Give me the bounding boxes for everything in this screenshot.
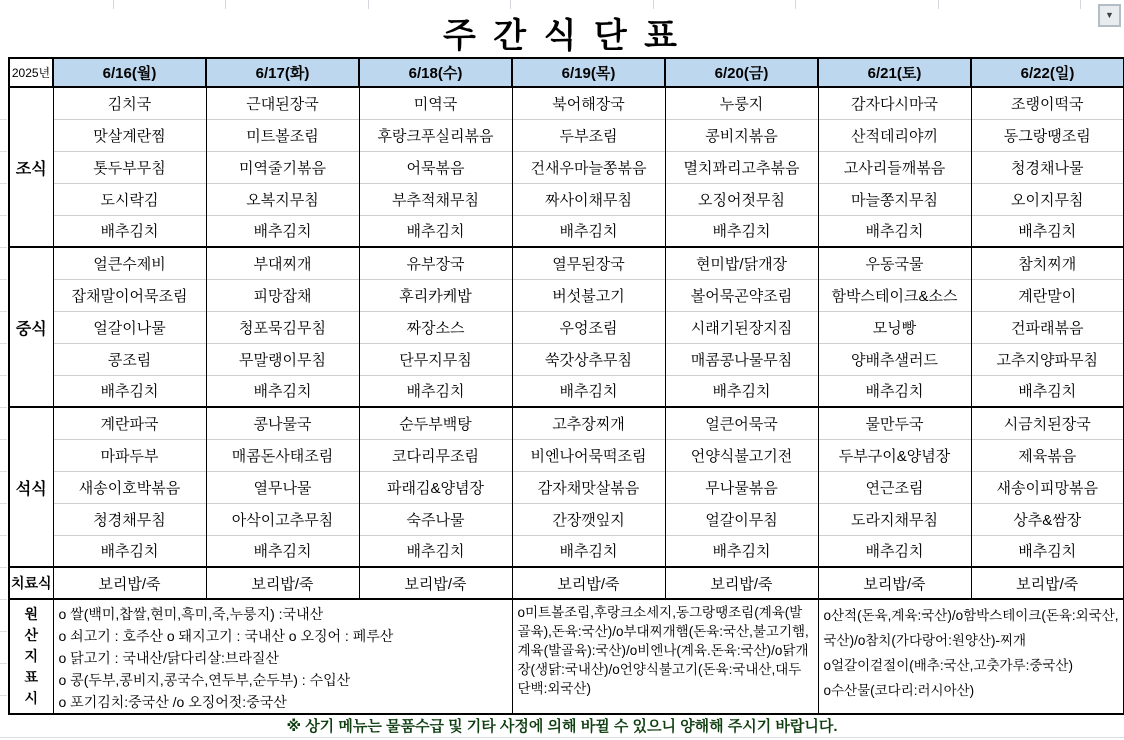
header-day-cell[interactable]: 6/16(월) — [53, 58, 206, 87]
menu-cell[interactable]: 고추장찌개 — [512, 407, 665, 439]
menu-cell[interactable]: 청경채무침 — [53, 503, 206, 535]
menu-cell[interactable]: 현미밥/닭개장 — [665, 247, 818, 279]
menu-cell[interactable]: 미트볼조림 — [206, 119, 359, 151]
origin-line: o수산물(코다리:러시아산) — [823, 683, 975, 698]
menu-cell[interactable]: 상추&쌈장 — [971, 503, 1124, 535]
menu-cell[interactable]: 언양식불고기전 — [665, 439, 818, 471]
menu-cell[interactable]: 도라지채무침 — [818, 503, 971, 535]
menu-cell[interactable]: 오이지무침 — [971, 183, 1124, 215]
meal-plan-table — [8, 57, 1124, 715]
menu-cell[interactable]: 김치국 — [53, 87, 206, 119]
menu-cell[interactable]: 얼큰어묵국 — [665, 407, 818, 439]
menu-cell[interactable]: 배추김치 — [971, 215, 1124, 247]
origin-line: o 포기김치:중국산 /o 오징어젓:중국산 — [58, 694, 287, 710]
menu-cell[interactable]: 물만두국 — [818, 407, 971, 439]
origin-line: o 콩(두부,콩비지,콩국수,연두부,순두부) : 수입산 — [58, 672, 351, 688]
header-day-cell[interactable]: 6/18(수) — [359, 58, 512, 87]
menu-cell[interactable]: 산적데리야끼 — [818, 119, 971, 151]
menu-cell[interactable]: 부추적채무침 — [359, 183, 512, 215]
menu-cell[interactable]: 잡채말이어묵조림 — [53, 279, 206, 311]
row-label-breakfast[interactable]: 조식 — [9, 87, 53, 247]
header-day-cell[interactable]: 6/19(목) — [512, 58, 665, 87]
menu-cell[interactable]: 도시락김 — [53, 183, 206, 215]
row-label-origin[interactable] — [9, 599, 53, 714]
left-gridlines — [0, 88, 7, 714]
menu-cell[interactable]: 마늘쫑지무침 — [818, 183, 971, 215]
menu-cell[interactable]: 얼갈이나물 — [53, 311, 206, 343]
menu-cell[interactable]: 배추김치 — [206, 215, 359, 247]
menu-cell[interactable]: 짜장소스 — [359, 311, 512, 343]
origin-label-char: 시 — [24, 690, 39, 706]
menu-cell[interactable]: 배추김치 — [359, 375, 512, 407]
origin-block-staples[interactable] — [53, 599, 512, 714]
menu-cell[interactable]: 배추김치 — [971, 535, 1124, 567]
menu-cell[interactable]: 얼갈이무침 — [665, 503, 818, 535]
menu-cell[interactable]: 건새우마늘쫑볶음 — [512, 151, 665, 183]
menu-cell[interactable]: 오징어젓무침 — [665, 183, 818, 215]
menu-cell[interactable]: 동그랑땡조림 — [971, 119, 1124, 151]
therapy-cell[interactable]: 보리밥/죽 — [359, 567, 512, 599]
origin-line: o 쇠고기 : 호주산 o 돼지고기 : 국내산 o 오징어 : 페루산 — [58, 628, 394, 644]
header-day-cell[interactable]: 6/22(일) — [971, 58, 1124, 87]
menu-cell[interactable]: 두부조림 — [512, 119, 665, 151]
menu-cell[interactable]: 배추김치 — [665, 215, 818, 247]
origin-block-misc[interactable] — [818, 599, 1124, 714]
menu-cell[interactable]: 북어해장국 — [512, 87, 665, 119]
menu-cell[interactable]: 열무된장국 — [512, 247, 665, 279]
menu-cell[interactable]: 배추김치 — [665, 535, 818, 567]
menu-cell[interactable]: 후리카케밥 — [359, 279, 512, 311]
menu-cell[interactable]: 배추김치 — [818, 535, 971, 567]
menu-cell[interactable]: 조랭이떡국 — [971, 87, 1124, 119]
menu-cell[interactable]: 배추김치 — [512, 375, 665, 407]
menu-cell[interactable]: 마파두부 — [53, 439, 206, 471]
therapy-cell[interactable]: 보리밥/죽 — [971, 567, 1124, 599]
menu-cell[interactable]: 청경채나물 — [971, 151, 1124, 183]
menu-cell[interactable]: 무나물볶음 — [665, 471, 818, 503]
menu-cell[interactable]: 배추김치 — [53, 375, 206, 407]
menu-cell[interactable]: 제육볶음 — [971, 439, 1124, 471]
menu-cell[interactable]: 피망잡채 — [206, 279, 359, 311]
menu-cell[interactable]: 배추김치 — [53, 535, 206, 567]
therapy-cell[interactable]: 보리밥/죽 — [665, 567, 818, 599]
menu-cell[interactable]: 어묵볶음 — [359, 151, 512, 183]
notice-text: ※ 상기 메뉴는 물품수급 및 기타 사정에 의해 바뀔 수 있으니 양해해 주시기 바랍니다. — [286, 718, 838, 735]
menu-cell[interactable]: 고추지양파무침 — [971, 343, 1124, 375]
origin-label-char: 지 — [24, 648, 39, 664]
therapy-cell[interactable]: 보리밥/죽 — [53, 567, 206, 599]
menu-cell[interactable]: 후랑크푸실리볶음 — [359, 119, 512, 151]
menu-cell[interactable]: 유부장국 — [359, 247, 512, 279]
origin-line: o 닭고기 : 국내산/닭다리살:브라질산 — [58, 650, 279, 666]
menu-cell[interactable]: 모닝빵 — [818, 311, 971, 343]
header-year-cell[interactable]: 2025년 — [9, 58, 53, 87]
menu-cell[interactable]: 새송이피망볶음 — [971, 471, 1124, 503]
bottom-gridline — [0, 737, 1124, 738]
menu-cell[interactable]: 버섯불고기 — [512, 279, 665, 311]
menu-cell[interactable]: 열무나물 — [206, 471, 359, 503]
menu-cell[interactable]: 배추김치 — [359, 215, 512, 247]
menu-cell[interactable]: 배추김치 — [53, 215, 206, 247]
menu-cell[interactable]: 누룽지 — [665, 87, 818, 119]
origin-line: o산적(돈육,계육:국산)/o함박스테이크(돈육:외국산,국산)/o참치(가다랑어:원양산)-찌개 — [823, 608, 1119, 648]
menu-cell[interactable]: 참치찌개 — [971, 247, 1124, 279]
menu-cell[interactable]: 연근조림 — [818, 471, 971, 503]
menu-cell[interactable]: 콩조림 — [53, 343, 206, 375]
origin-label-char: 표 — [24, 669, 39, 685]
menu-cell[interactable]: 매콤돈사태조림 — [206, 439, 359, 471]
page-title: 주 간 식 단 표 — [442, 17, 681, 55]
menu-cell[interactable]: 볼어묵곤약조림 — [665, 279, 818, 311]
menu-cell[interactable]: 파래김&양념장 — [359, 471, 512, 503]
origin-label-char: 원 — [24, 606, 39, 622]
menu-cell[interactable]: 코다리무조림 — [359, 439, 512, 471]
origin-line: o미트볼조림,후랑크소세지,동그랑땡조림(계육(발골육),돈육:국산)/o부대찌개햄(돈육:국산,불고기햄,계육(발골육):국산)/o비엔나(계육.돈육:국산)/o닭개장(생닭:국내산)/o언양식불고기(돈육:국내산,대두단백:외국산) — [517, 605, 809, 696]
chevron-down-icon: ▼ — [1105, 10, 1114, 20]
menu-cell[interactable]: 배추김치 — [359, 535, 512, 567]
menu-cell[interactable]: 배추김치 — [818, 375, 971, 407]
menu-cell[interactable]: 함박스테이크&소스 — [818, 279, 971, 311]
menu-cell[interactable]: 배추김치 — [206, 375, 359, 407]
row-label-therapy[interactable]: 치료식 — [9, 567, 53, 599]
menu-cell[interactable]: 배추김치 — [971, 375, 1124, 407]
menu-cell[interactable]: 비엔나어묵떡조림 — [512, 439, 665, 471]
menu-cell[interactable]: 배추김치 — [512, 215, 665, 247]
row-label-lunch[interactable]: 중식 — [9, 247, 53, 407]
menu-cell[interactable]: 짜사이채무침 — [512, 183, 665, 215]
menu-cell[interactable]: 우동국물 — [818, 247, 971, 279]
menu-cell[interactable]: 고사리들깨볶음 — [818, 151, 971, 183]
menu-cell[interactable]: 시금치된장국 — [971, 407, 1124, 439]
menu-cell[interactable]: 오복지무침 — [206, 183, 359, 215]
menu-cell[interactable]: 근대된장국 — [206, 87, 359, 119]
header-day-cell[interactable]: 6/20(금) — [665, 58, 818, 87]
menu-cell[interactable]: 감자채맛살볶음 — [512, 471, 665, 503]
menu-cell[interactable]: 미역국 — [359, 87, 512, 119]
menu-cell[interactable]: 맛살계란찜 — [53, 119, 206, 151]
menu-cell[interactable]: 아삭이고추무침 — [206, 503, 359, 535]
menu-cell[interactable]: 계란파국 — [53, 407, 206, 439]
menu-cell[interactable]: 단무지무침 — [359, 343, 512, 375]
origin-label-char: 산 — [24, 627, 39, 643]
therapy-cell[interactable]: 보리밥/죽 — [818, 567, 971, 599]
header-day-cell[interactable]: 6/21(토) — [818, 58, 971, 87]
menu-cell[interactable]: 감자다시마국 — [818, 87, 971, 119]
therapy-cell[interactable]: 보리밥/죽 — [512, 567, 665, 599]
menu-cell[interactable]: 부대찌개 — [206, 247, 359, 279]
menu-cell[interactable]: 미역줄기볶음 — [206, 151, 359, 183]
menu-cell[interactable]: 양배추샐러드 — [818, 343, 971, 375]
row-label-dinner[interactable]: 석식 — [9, 407, 53, 567]
menu-cell[interactable]: 톳두부무침 — [53, 151, 206, 183]
menu-cell[interactable]: 건파래볶음 — [971, 311, 1124, 343]
menu-cell[interactable]: 우엉조림 — [512, 311, 665, 343]
origin-block-processed[interactable] — [512, 599, 818, 714]
menu-cell[interactable]: 무말랭이무침 — [206, 343, 359, 375]
menu-cell[interactable]: 매콤콩나물무침 — [665, 343, 818, 375]
menu-cell[interactable]: 배추김치 — [818, 215, 971, 247]
menu-cell[interactable]: 콩나물국 — [206, 407, 359, 439]
origin-line: o 쌀(백미,찹쌀,현미,흑미,죽,누룽지) :국내산 — [58, 606, 324, 622]
menu-cell[interactable]: 멸치꽈리고추볶음 — [665, 151, 818, 183]
menu-cell[interactable]: 두부구이&양념장 — [818, 439, 971, 471]
header-day-cell[interactable]: 6/17(화) — [206, 58, 359, 87]
menu-cell[interactable]: 쑥갓상추무침 — [512, 343, 665, 375]
menu-cell[interactable]: 청포묵김무침 — [206, 311, 359, 343]
menu-cell[interactable]: 순두부백탕 — [359, 407, 512, 439]
menu-cell[interactable]: 숙주나물 — [359, 503, 512, 535]
menu-cell[interactable]: 얼큰수제비 — [53, 247, 206, 279]
menu-cell[interactable]: 콩비지볶음 — [665, 119, 818, 151]
menu-cell[interactable]: 새송이호박볶음 — [53, 471, 206, 503]
menu-cell[interactable]: 간장깻잎지 — [512, 503, 665, 535]
menu-cell[interactable]: 배추김치 — [512, 535, 665, 567]
menu-cell[interactable]: 시래기된장지짐 — [665, 311, 818, 343]
origin-line: o얼갈이겉절이(배추:국산,고춧가루:중국산) — [823, 658, 1073, 673]
therapy-cell[interactable]: 보리밥/죽 — [206, 567, 359, 599]
menu-cell[interactable]: 배추김치 — [665, 375, 818, 407]
menu-cell[interactable]: 배추김치 — [206, 535, 359, 567]
menu-cell[interactable]: 계란말이 — [971, 279, 1124, 311]
